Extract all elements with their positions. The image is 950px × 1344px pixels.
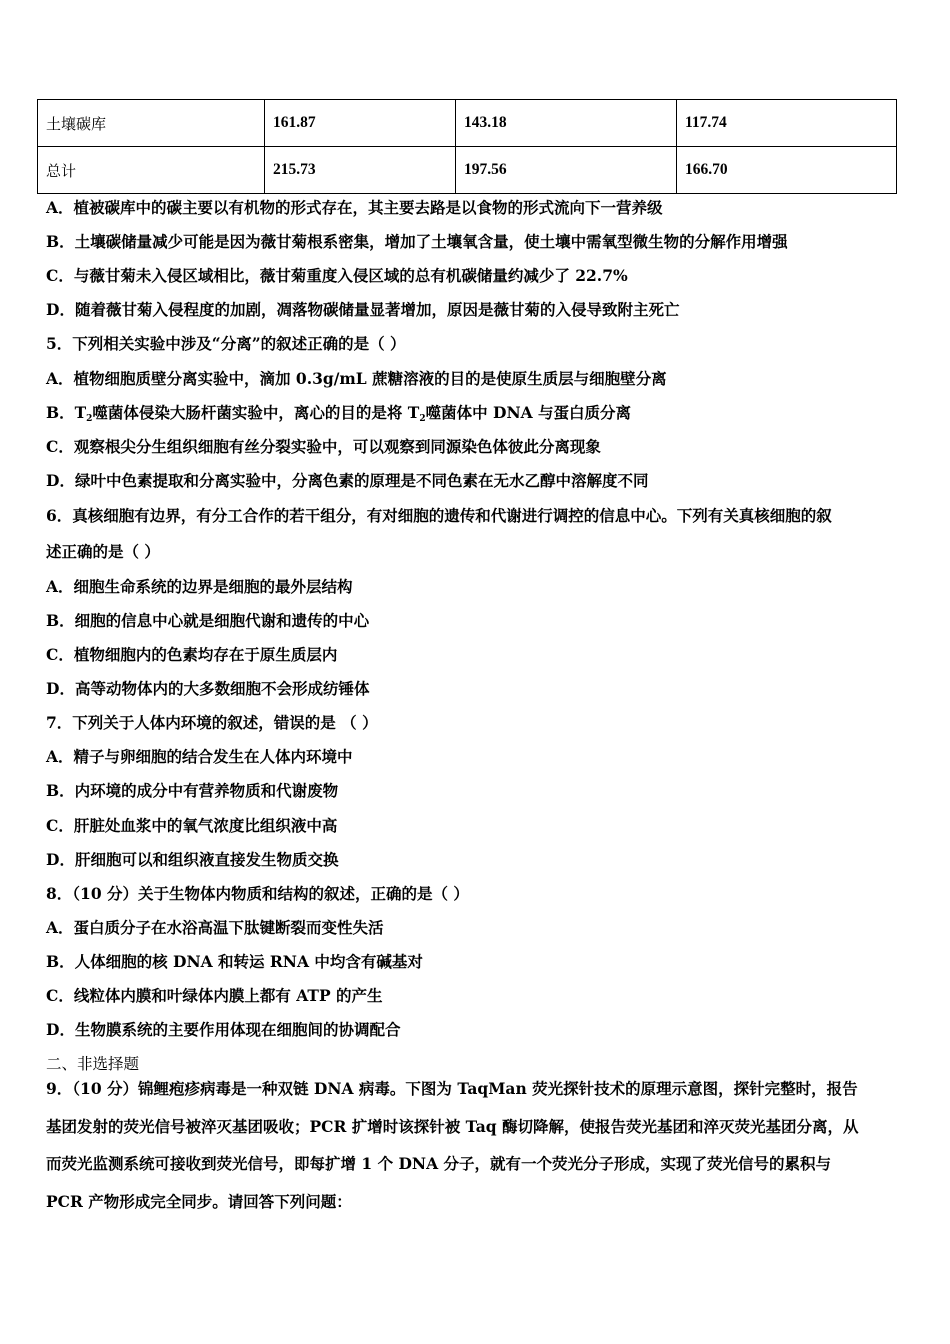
table-row: [38, 100, 897, 147]
q5-option-b: [46, 402, 631, 430]
subscript: 2: [419, 414, 426, 424]
q4-option-d: D．随着薇甘菊入侵程度的加剧，凋落物碳储量显著增加，原因是薇甘菊的入侵导致附主死亡: [46, 300, 680, 319]
q9-line3: 而荧光监测系统可接收到荧光信号，即每扩增 1 个 DNA 分子，就有一个荧光分子形成，实现了荧光信号的累积与: [46, 1154, 832, 1173]
q6-stem-line1: 6．真核细胞有边界，有分工合作的若干组分，有对细胞的遗传和代谢进行调控的信息中心。下列有关真核细胞的叙: [46, 506, 832, 525]
q6-option-b: B．细胞的信息中心就是细胞代谢和遗传的中心: [46, 611, 370, 630]
q7-option-c: C．肝脏处血浆中的氧气浓度比组织液中高: [46, 816, 338, 835]
q8-option-b: B．人体细胞的核 DNA 和转运 RNA 中均含有碱基对: [46, 952, 423, 971]
q5-option-d: D．绿叶中色素提取和分离实验中，分离色素的原理是不同色素在无水乙醇中溶解度不同: [46, 471, 649, 490]
q9-line4: PCR 产物形成完全同步。请回答下列问题：: [46, 1192, 352, 1211]
q5-option-b-text: 噬菌体中 DNA 与蛋白质分离: [425, 403, 632, 422]
q4-option-b: B．土壤碳储量减少可能是因为薇甘菊根系密集，增加了土壤氧含量，使土壤中需氧型微生物的分解作用增强: [46, 232, 788, 251]
q9-line2: 基团发射的荧光信号被淬灭基团吸收；PCR 扩增时该探针被 Taq 酶切降解，使报告荧光基团和淬灭荧光基团分离，从: [46, 1117, 859, 1136]
q9-line1: 9．（10 分）锦鲤疱疹病毒是一种双链 DNA 病毒。下图为 TaqMan 荧光探针技术的原理示意图，探针完整时，报告: [46, 1079, 858, 1098]
subscript: 2: [86, 414, 93, 424]
q8-stem: 8．（10 分）关于生物体内物质和结构的叙述，正确的是（ ）: [46, 884, 469, 903]
table-cell: 117.74: [677, 100, 897, 147]
table-row: [38, 147, 897, 194]
table-cell: 215.73: [265, 147, 456, 194]
q5-option-b-text: 噬菌体侵染大肠杆菌实验中，离心的目的是将 T: [92, 403, 420, 422]
q5-option-b-text: B．T: [46, 403, 87, 422]
q6-option-c: C．植物细胞内的色素均存在于原生质层内: [46, 645, 338, 664]
table-cell: 总计: [38, 147, 265, 194]
table-cell: 143.18: [456, 100, 677, 147]
q7-option-b: B．内环境的成分中有营养物质和代谢废物: [46, 781, 339, 800]
q7-option-a: A．精子与卵细胞的结合发生在人体内环境中: [46, 747, 353, 766]
carbon-storage-table: [37, 99, 897, 194]
q8-option-a: A．蛋白质分子在水浴高温下肽键断裂而变性失活: [46, 918, 384, 937]
q5-stem: 5．下列相关实验中涉及“分离”的叙述正确的是（ ）: [46, 334, 406, 353]
table-cell: 166.70: [677, 147, 897, 194]
table-cell: 161.87: [265, 100, 456, 147]
q4-option-c: C．与薇甘菊未入侵区域相比，薇甘菊重度入侵区域的总有机碳储量约减少了 22.7%: [46, 266, 628, 285]
q7-stem: 7．下列关于人体内环境的叙述，错误的是 （ ）: [46, 713, 378, 732]
q8-option-c: C．线粒体内膜和叶绿体内膜上都有 ATP 的产生: [46, 986, 383, 1005]
table-cell: 197.56: [456, 147, 677, 194]
q6-option-a: A．细胞生命系统的边界是细胞的最外层结构: [46, 577, 353, 596]
q7-option-d: D．肝细胞可以和组织液直接发生物质交换: [46, 850, 339, 869]
table-cell: 土壤碳库: [38, 100, 265, 147]
q6-option-d: D．高等动物体内的大多数细胞不会形成纺锤体: [46, 679, 370, 698]
q4-option-a: A．植被碳库中的碳主要以有机物的形式存在，其主要去路是以食物的形式流向下一营养级: [46, 198, 663, 217]
q6-stem-line2: 述正确的是（ ）: [46, 542, 160, 561]
section-heading: 二、非选择题: [46, 1055, 140, 1073]
q5-option-c: C．观察根尖分生组织细胞有丝分裂实验中，可以观察到同源染色体彼此分离现象: [46, 437, 601, 456]
q5-option-a: A．植物细胞质壁分离实验中，滴加 0.3g/mL 蔗糖溶液的目的是使原生质层与细胞壁分离: [46, 369, 667, 388]
q8-option-d: D．生物膜系统的主要作用体现在细胞间的协调配合: [46, 1020, 401, 1039]
